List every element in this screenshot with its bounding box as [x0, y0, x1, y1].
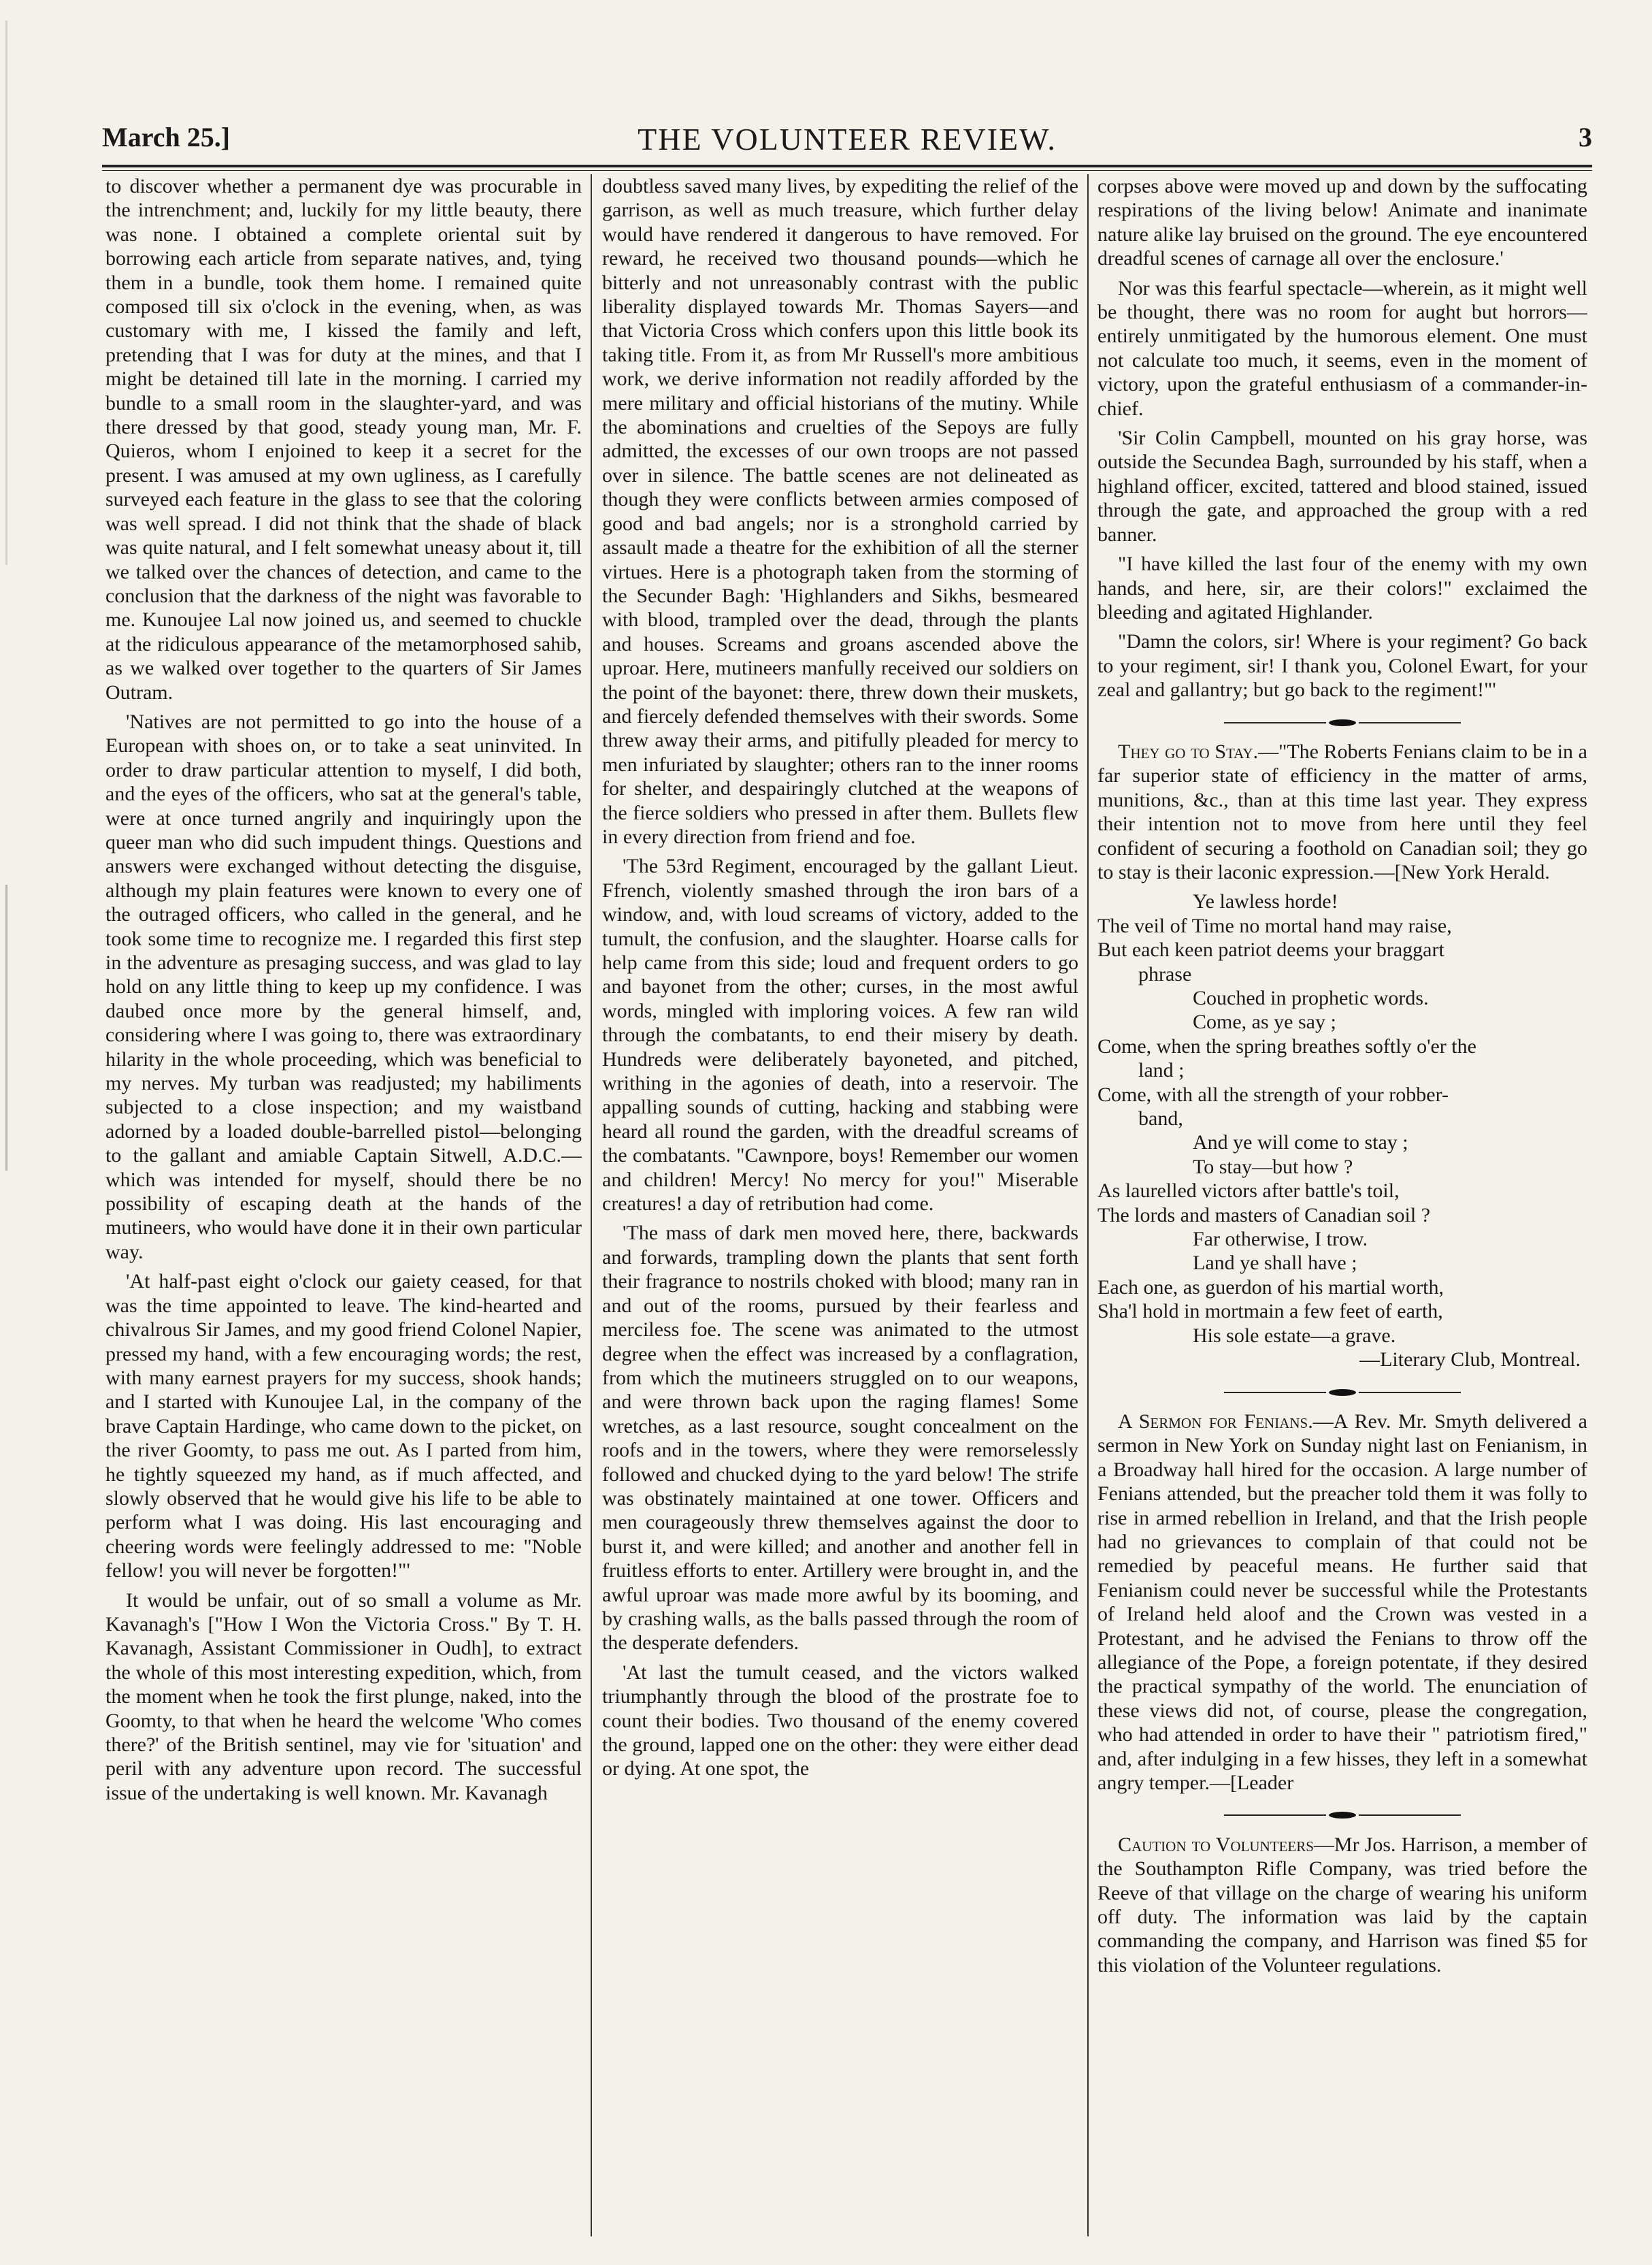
column-divider [591, 174, 592, 2236]
poem-attribution: —Literary Club, Montreal. [1359, 1348, 1581, 1371]
article-sermon [1097, 1409, 1587, 1795]
page-number: 3 [1579, 122, 1592, 152]
poem-line: phrase [1138, 962, 1192, 985]
paragraph: It would be unfair, out of so small a volume as Mr. Kavanagh's ["How I Won the Victoria Cross." By T. H. Kavanagh, Assistant Commissioner in Oudh], to extract the whole of this most interesting expedition, which, from the moment when he took the first plunge, naked, into the Goomty, to that when he heard the welcome 'Who comes there?' of the British sentinel, may vie for 'situation' and peril with any adventure upon record. The successful issue of the undertaking is well known. Mr. Kavanagh [105, 1588, 582, 1804]
poem-line: land ; [1138, 1059, 1185, 1082]
poem-line: Each one, as guerdon of his martial worth, [1097, 1275, 1444, 1299]
article-heading: Caution to Volunteers [1118, 1833, 1314, 1856]
poem-line: Far otherwise, I trow. [1193, 1228, 1368, 1251]
article-body: —"The Roberts Fenians claim to be in a far superior state of efficiency in the matter of arms, munitions, &c., than at this time last year. They express their intention not to move from here until they feel confident of securing a foothold on Canadian soil; they go to stay is their laconic expression.—[New York Herald. [1097, 740, 1587, 883]
column-3 [1097, 174, 1587, 2216]
paragraph: 'At half-past eight o'clock our gaiety ceased, for that was the time appointed to leave. The kind-hearted and chivalrous Sir James, and my good friend Colonel Napier, pressed my hand, with a few encouraging words; the rest, with many earnest prayers for my success, shook hands; and I started with Kunoujee Lal, in the company of the brave Captain Hardinge, who came down to the picket, on the river Goomty, to pass me out. As I parted from him, he tightly squeezed my hand, as if much affected, and slowly observed that he would give his life to be able to perform what I was doing. His last encouraging and cheering words were feelingly addressed to me: "Noble fellow! you will never be forgotten!"' [105, 1270, 582, 1582]
publication-title: THE VOLUNTEER REVIEW. [638, 122, 1057, 157]
column-2 [602, 174, 1078, 2216]
poem-line: But each keen patriot deems your braggart [1097, 939, 1444, 962]
article-caution [1097, 1833, 1587, 1977]
section-ornament [1097, 709, 1587, 733]
paragraph: 'Sir Colin Campbell, mounted on his gray horse, was outside the Secundea Bagh, surrounded by his staff, when a highland officer, excited, tattered and blood stained, issued through the gate, and approached the group with a red banner. [1097, 427, 1587, 546]
section-ornament [1097, 1379, 1587, 1403]
section-ornament [1097, 1802, 1587, 1825]
header-rule [102, 165, 1592, 167]
article-heading: They go to Stay. [1118, 740, 1259, 763]
article-body: —A Rev. Mr. Smyth delivered a sermon in New York on Sunday night last on Fenianism, in a Broadway hall hired for the occasion. A large number of Fenians attended, but the preacher told them it was folly to rise in armed rebellion in Ireland, and that the Irish people had no grievances to complain of that could not be remedied by peaceful means. He further said that Fenianism could never be successful while the Protestants of Ireland held aloof and the Crown was vested in a Protestant, and he advised the Fenians to throw off the allegiance of the Pope, a foreign potentate, if they desired the practical sympathy of the world. The enunciation of these views did not, of course, please the congregation, who had attended in order to have their " patriotism fired," and, after indulging in a few hisses, they left in a somewhat angry temper.—[Leader [1097, 1409, 1587, 1794]
paragraph: 'Natives are not permitted to go into the house of a European with shoes on, or to take a seat uninvited. In order to draw particular attention to myself, I did both, and the eyes of the officers, who sat at the general's table, were at once turned angrily and inquiringly upon the queer man who did such impudent things. Questions and answers were exchanged without detecting the disguise, although my plain features were known to every one of the outraged officers, who called in the general, and he took some time to recognize me. I regarded this first step in the adventure as presaging success, and was glad to lay hold on any little thing to keep up my confidence. I was daubed once more by the general himself, and, considering where I was going to, there was extraordinary hilarity in the whole proceeding, which was beneficial to my nerves. My turban was readjusted; my habiliments subjected to a close inspection; and my waistband adorned by a loaded double-barrelled pistol—belonging to the gallant and amiable Captain Sitwell, A.D.C.—which was intended for myself, should there be no possibility of escaping death at the hands of the mutineers, who would have done it in their own particular way. [105, 710, 582, 1263]
poem-line: And ye will come to stay ; [1193, 1131, 1408, 1154]
paragraph: 'The 53rd Regiment, encouraged by the gallant Lieut. Ffrench, violently smashed through the iron bars of a window, and, with loud screams of victory, added to the tumult, the confusion, and the slaughter. Hoarse calls for help came from this side; loud and frequent orders to go and bayonet from the other; curses, in the most awful words, mingled with imploring voices. A few ran wild through the combatants, to end their misery by death. Hundreds were deliberately bayoneted, and pitched, writhing in the agonies of death, into a reservoir. The appalling sounds of cutting, hacking and stabbing were heard all round the garden, with the dreadful screams of the combatants. "Cawnpore, boys! Remember our women and children! Mercy! No mercy for you!" Miserable creatures! a day of retribution had come. [602, 855, 1078, 1216]
poem [1097, 890, 1587, 1371]
poem-line: Come, as ye say ; [1193, 1011, 1336, 1034]
poem-line: Sha'l hold in mortmain a few feet of earth, [1097, 1300, 1443, 1323]
paragraph: to discover whether a permanent dye was procurable in the intrenchment; and, luckily for my little beauty, there was none. I obtained a complete oriental suit by borrowing each article from separate natives, and, tying them in a bundle, took them home. I remained quite composed till six o'clock in the evening, when, as was customary with me, I kissed the family and left, pretending that I was for duty at the mines, and that I might be detained till late in the morning. I carried my bundle to a small room in the slaughter-yard, and was there dressed by that good, steady young man, Mr. F. Quieros, whom I enjoined to keep it a secret for the present. I was amused at my own ugliness, as I carefully surveyed each feature in the glass to see that the coloring was well spread. I did not think that the shade of black was quite natural, and I felt somewhat uneasy about it, till we talked over the chances of detection, and came to the conclusion that the darkness of the night was favorable to me. Kunoujee Lal now joined us, and seemed to chuckle at the ridiculous appearance of the metamorphosed sahib, as we walked over together to the quarters of Sir James Outram. [105, 175, 582, 704]
scan-edge [5, 20, 7, 565]
poem-line: Land ye shall have ; [1193, 1252, 1357, 1275]
poem-line: The lords and masters of Canadian soil ? [1097, 1203, 1431, 1226]
column-1 [105, 174, 582, 2216]
article-heading: A Sermon for Fenians. [1118, 1409, 1313, 1433]
poem-line: To stay—but how ? [1193, 1155, 1353, 1178]
paragraph: "Damn the colors, sir! Where is your regiment? Go back to your regiment, sir! I thank you, Colonel Ewart, for your zeal and gallantry; but go back to the regiment!"' [1097, 630, 1587, 702]
page-header [102, 121, 1592, 162]
poem-line: Ye lawless horde! [1193, 890, 1338, 913]
poem-line: band, [1138, 1107, 1183, 1130]
column-divider [1087, 174, 1089, 2236]
paragraph: corpses above were moved up and down by the suffocating respirations of the living below! Animate and inanimate nature alike lay bruised on the ground. The eye encountered dreadful scenes of carnage all over the enclosure.' [1097, 175, 1587, 270]
poem-line: Come, with all the strength of your robber- [1097, 1083, 1449, 1106]
poem-line: As laurelled victors after battle's toil, [1097, 1179, 1400, 1203]
paragraph: "I have killed the last four of the enemy with my own hands, and here, sir, are their colors!" exclaimed the bleeding and agitated Highlander. [1097, 553, 1587, 623]
paragraph: Nor was this fearful spectacle—wherein, as it might well be thought, there was no room for aught but horrors—entirely unmitigated by the humorous element. One must not calculate too much, it seems, even in the moment of victory, upon the grateful enthusiasm of a commander-in-chief. [1097, 276, 1587, 420]
article-body: —Mr Jos. Harrison, a member of the Southampton Rifle Company, was tried before the Reeve of that village on the charge of wearing his uniform off duty. The information was laid by the captain commanding the company, and Harrison was fined $5 for this violation of the Volunteer regulations. [1097, 1833, 1587, 1976]
article-stay [1097, 740, 1587, 884]
paragraph: 'The mass of dark men moved here, there, backwards and forwards, trampling down the plants that sent forth their fragrance to nostrils choked with blood; many ran in and out of the rooms, pursued by their fearless and merciless foe. The scene was animated to the utmost degree when the effect was increased by a conflagration, from which the mutineers struggled on to our weapons, and were thrown back upon the raging flames! Some wretches, as a last resource, sought concealment on the roofs and in the towers, where they were remorselessly followed and chucked dying to the yard below! The strife was obstinately maintained at one tower. Officers and men courageously threw themselves against the door to burst it, and were killed; and another and another fell in fruitless efforts to enter. Artillery were brought in, and the awful uproar was made more awful by its booming, and by crashing walls, as the balls passed through the room of the desperate defenders. [602, 1222, 1078, 1655]
poem-line: Come, when the spring breathes softly o'er the [1097, 1034, 1476, 1058]
header-rule-thin [102, 170, 1592, 171]
poem-line: His sole estate—a grave. [1193, 1324, 1396, 1347]
poem-line: The veil of Time no mortal hand may raise, [1097, 914, 1452, 937]
paragraph: doubtless saved many lives, by expediting the relief of the garrison, as well as much treasure, which further delay would have rendered it dangerous to have removed. For reward, he received two thousand pounds—which he bitterly and not unreasonably contrast with the public liberality displayed towards Mr. Thomas Sayers—and that Victoria Cross which confers upon this little book its taking title. From it, as from Mr Russell's more ambitious work, we derive information not readily afforded by the mere military and official historians of the mutiny. While the abominations and cruelties of the Sepoys are fully admitted, the excesses of our own troops are not passed over in silence. The battle scenes are not delineated as though they were conflicts between armies composed of good and bad angels; nor is a stronghold carried by assault made a theatre for the exhibition of all the sterner virtues. Here is a photograph taken from the storming of the Secunder Bagh: 'Highlanders and Sikhs, besmeared with blood, trampled over the dead, through the plants and houses. Screams and groans ascended above the uproar. Here, mutineers manfully received our soldiers on the point of the bayonet: there, threw down their muskets, and fiercely defended themselves with their swords. Some threw away their arms, and pitifully pleaded for mercy to men infuriated by slaughter; others ran to the inner rooms for shelter, and despairingly clutched at the weapons of the fierce soldiers who pressed in after them. Bullets flew in every direction from friend and foe. [602, 175, 1078, 848]
issue-date: March 25.] [102, 122, 231, 152]
poem-line: Couched in prophetic words. [1193, 987, 1429, 1009]
scan-edge [5, 885, 7, 1171]
paragraph: 'At last the tumult ceased, and the victors walked triumphantly through the blood of the prostrate foe to count their bodies. Two thousand of the enemy covered the ground, lapped one on the other: they were either dead or dying. At one spot, the [602, 1661, 1078, 1780]
